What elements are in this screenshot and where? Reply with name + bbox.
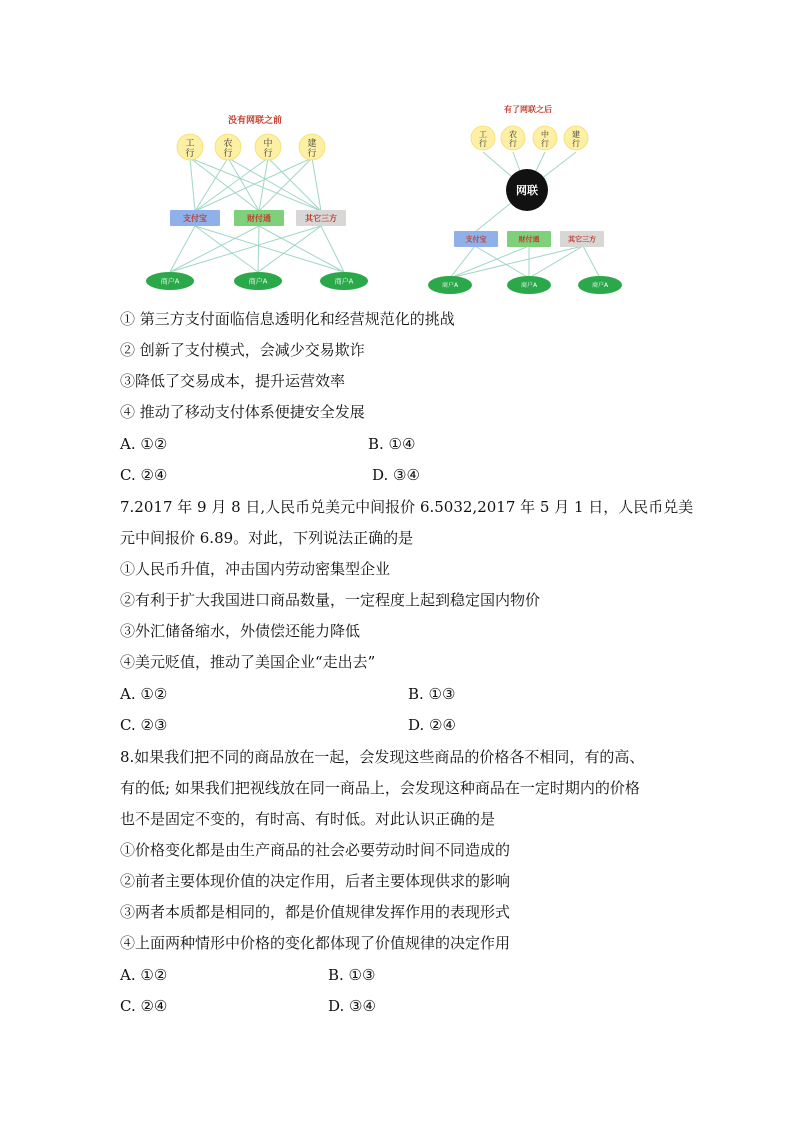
q8-stem-line-3: 也不是固定不变的，有时高、有时低。对此认识正确的是 — [120, 810, 496, 828]
svg-text:行: 行 — [307, 149, 317, 159]
left-platform-other-third-party — [296, 210, 346, 226]
q6-option-2: ② 创新了支付模式，会减少交易欺诈 — [120, 341, 365, 359]
svg-text:农: 农 — [509, 130, 517, 139]
left-diagram-title: 没有网联之前 — [227, 116, 283, 126]
svg-text:行: 行 — [185, 149, 195, 159]
left-merchant-1 — [146, 272, 194, 290]
svg-text:商户A: 商户A — [441, 282, 459, 290]
right-merchant-1 — [428, 276, 472, 294]
q8-option-2: ②前者主要体现价值的决定作用，后者主要体现供求的影响 — [120, 872, 511, 890]
svg-text:行: 行 — [541, 139, 549, 148]
q7-answer-b: B. ①③ — [408, 685, 456, 703]
svg-text:商户A: 商户A — [334, 277, 354, 286]
q7-option-1: ①人民币升值，冲击国内劳动密集型企业 — [120, 560, 391, 578]
q6-answer-a: A. ①② — [120, 435, 168, 453]
q6-option-4: ④ 推动了移动支付体系便捷安全发展 — [120, 403, 365, 421]
q8-stem-line-2: 有的低; 如果我们把视线放在同一商品上，会发现这种商品在一定时期内的价格 — [120, 779, 640, 797]
left-platform-alipay — [170, 210, 220, 226]
svg-text:商户A: 商户A — [591, 282, 609, 290]
svg-text:行: 行 — [263, 149, 273, 159]
q8-option-4: ④上面两种情形中价格的变化都体现了价值规律的决定作用 — [120, 934, 511, 952]
svg-text:中: 中 — [263, 139, 273, 149]
right-bank-boc — [533, 126, 557, 150]
q6-answer-d: D. ③④ — [372, 466, 420, 484]
q7-option-2: ②有利于扩大我国进口商品数量，一定程度上起到稳定国内物价 — [120, 591, 541, 609]
svg-text:其它三方: 其它三方 — [305, 213, 337, 223]
svg-text:建: 建 — [572, 130, 580, 139]
q6-answer-b: B. ①④ — [368, 435, 416, 453]
q6-answer-c: C. ②④ — [120, 466, 168, 484]
left-platform-tenpay — [234, 210, 284, 226]
svg-text:支付宝: 支付宝 — [183, 213, 207, 223]
svg-text:农: 农 — [223, 139, 233, 149]
svg-text:建: 建 — [307, 139, 317, 149]
q8-stem-line-1: 8.如果我们把不同的商品放在一起，会发现这些商品的价格各不相同，有的高、 — [120, 748, 645, 766]
svg-text:行: 行 — [223, 149, 233, 159]
svg-text:支付宝: 支付宝 — [465, 235, 487, 244]
q7-stem-line-1: 7.2017 年 9 月 8 日,人民币兑美元中间报价 6.5032,2017 年 5 月 1 日，人民币兑美 — [120, 498, 694, 516]
q7-option-4: ④美元贬值，推动了美国企业“走出去” — [120, 653, 376, 671]
left-merchant-2 — [234, 272, 282, 290]
svg-text:行: 行 — [479, 139, 487, 148]
q8-answer-a: A. ①② — [120, 966, 168, 984]
svg-text:中: 中 — [541, 130, 549, 139]
svg-text:商户A: 商户A — [520, 282, 538, 290]
svg-text:财付通: 财付通 — [518, 235, 540, 244]
q8-answer-c: C. ②④ — [120, 997, 168, 1015]
right-bank-icbc — [471, 126, 495, 150]
left-bank-icbc — [177, 134, 203, 160]
svg-text:工: 工 — [479, 130, 487, 139]
right-merchant-3 — [578, 276, 622, 294]
svg-text:其它三方: 其它三方 — [568, 235, 596, 244]
q6-option-3: ③降低了交易成本，提升运营效率 — [120, 372, 346, 390]
right-platform-alipay — [454, 231, 498, 247]
right-platform-tenpay — [507, 231, 551, 247]
q7-answer-c: C. ②③ — [120, 716, 168, 734]
svg-text:财付通: 财付通 — [247, 213, 271, 223]
svg-text:行: 行 — [509, 139, 517, 148]
right-bank-ccb — [564, 126, 588, 150]
payment-network-diagram — [140, 100, 630, 300]
q7-option-3: ③外汇储备缩水，外债偿还能力降低 — [120, 622, 361, 640]
q8-answer-d: D. ③④ — [328, 997, 376, 1015]
q7-answer-d: D. ②④ — [408, 716, 456, 734]
q8-answer-b: B. ①③ — [328, 966, 376, 984]
q6-option-1: ① 第三方支付面临信息透明化和经营规范化的挑战 — [120, 310, 455, 328]
q8-option-3: ③两者本质都是相同的，都是价值规律发挥作用的表现形式 — [120, 903, 511, 921]
left-bank-boc — [255, 134, 281, 160]
right-bank-abc — [501, 126, 525, 150]
svg-text:商户A: 商户A — [248, 277, 268, 286]
svg-text:商户A: 商户A — [160, 277, 180, 286]
left-merchant-3 — [320, 272, 368, 290]
hub-node — [506, 169, 548, 211]
svg-text:行: 行 — [572, 139, 580, 148]
svg-text:网联: 网联 — [516, 184, 538, 197]
q8-option-1: ①价格变化都是由生产商品的社会必要劳动时间不同造成的 — [120, 841, 511, 859]
right-merchant-2 — [507, 276, 551, 294]
right-diagram-title: 有了网联之后 — [504, 105, 552, 114]
left-bank-abc — [215, 134, 241, 160]
svg-text:工: 工 — [185, 139, 195, 149]
q7-answer-a: A. ①② — [120, 685, 168, 703]
right-platform-other-third-party — [560, 231, 604, 247]
left-bank-ccb — [299, 134, 325, 160]
q7-stem-line-2: 元中间报价 6.89。对此，下列说法正确的是 — [120, 529, 414, 547]
